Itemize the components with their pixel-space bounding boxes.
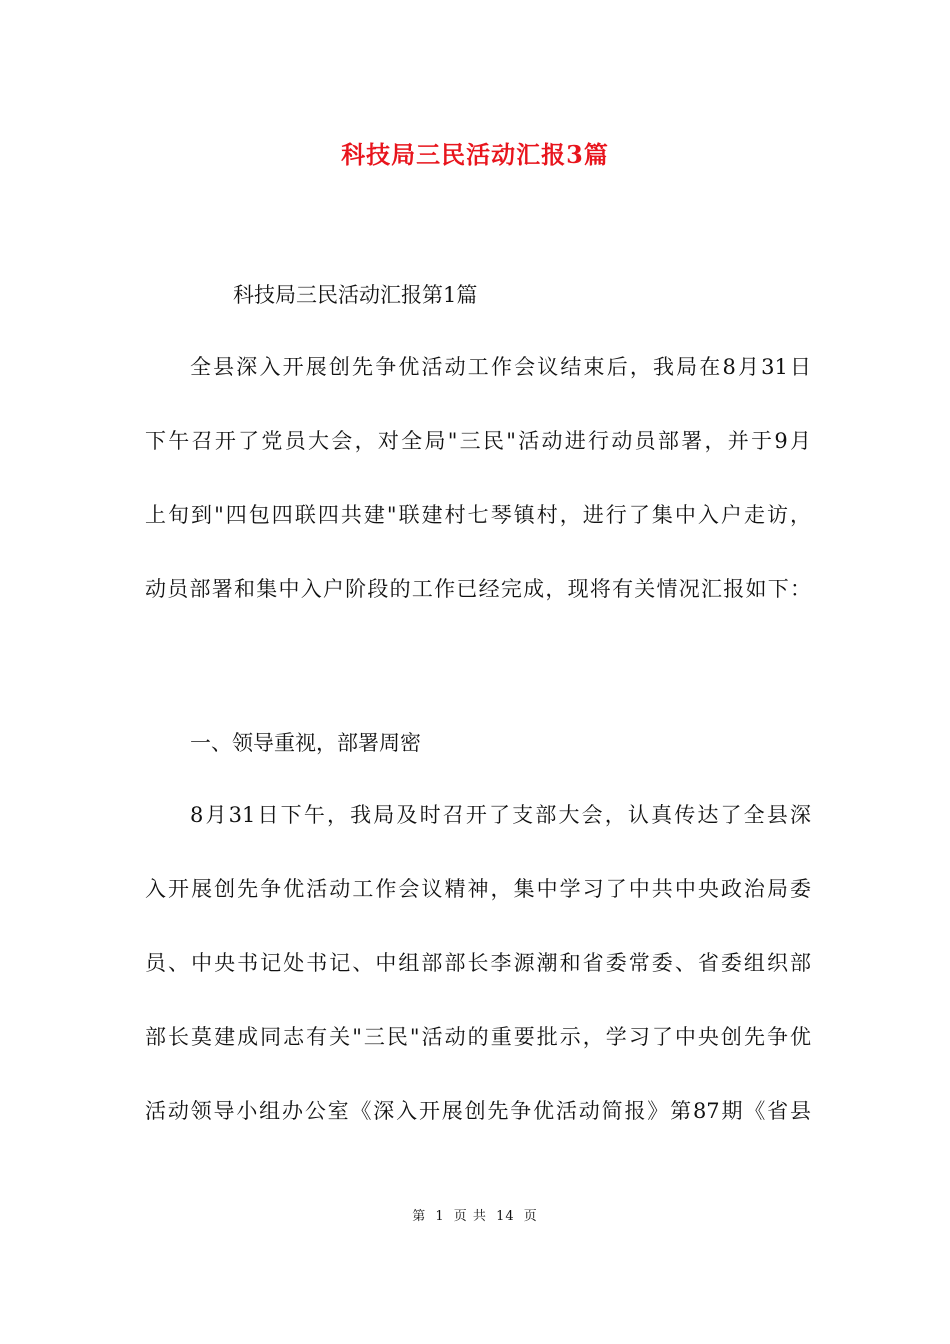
page-footer	[0, 1207, 950, 1227]
footer-prefix: 第	[412, 1209, 427, 1224]
footer-page-current: 1	[435, 1209, 445, 1224]
paragraph-1	[145, 352, 811, 648]
paragraph-line: 活动领导小组办公室《深入开展创先争优活动简报》第87期《省县	[145, 1099, 811, 1123]
section-heading: 一、领导重视，部署周密	[190, 731, 421, 755]
footer-middle: 页 共	[453, 1209, 487, 1224]
paragraph-line: 入开展创先争优活动工作会议精神，集中学习了中共中央政治局委	[145, 877, 811, 901]
paragraph-line: 全县深入开展创先争优活动工作会议结束后，我局在8月31日	[190, 355, 811, 379]
paragraph-line: 下午召开了党员大会，对全局"三民"活动进行动员部署，并于9月	[145, 429, 811, 453]
paragraph-line: 部长莫建成同志有关"三民"活动的重要批示，学习了中央创先争优	[145, 1025, 811, 1049]
paragraph-line: 动员部署和集中入户阶段的工作已经完成，现将有关情况汇报如下：	[145, 577, 811, 601]
paragraph-2	[145, 800, 811, 1170]
paragraph-line: 员、中央书记处书记、中组部部长李源潮和省委常委、省委组织部	[145, 951, 811, 975]
paragraph-line: 8月31日下午，我局及时召开了支部大会，认真传达了全县深	[190, 803, 811, 827]
footer-page-total: 14	[496, 1209, 515, 1224]
document-title: 科技局三民活动汇报3篇	[341, 140, 609, 169]
footer-suffix: 页	[523, 1209, 538, 1224]
paragraph-line: 上旬到"四包四联四共建"联建村七琴镇村，进行了集中入户走访，	[145, 503, 811, 527]
article-subheading: 科技局三民活动汇报第1篇	[233, 283, 478, 307]
